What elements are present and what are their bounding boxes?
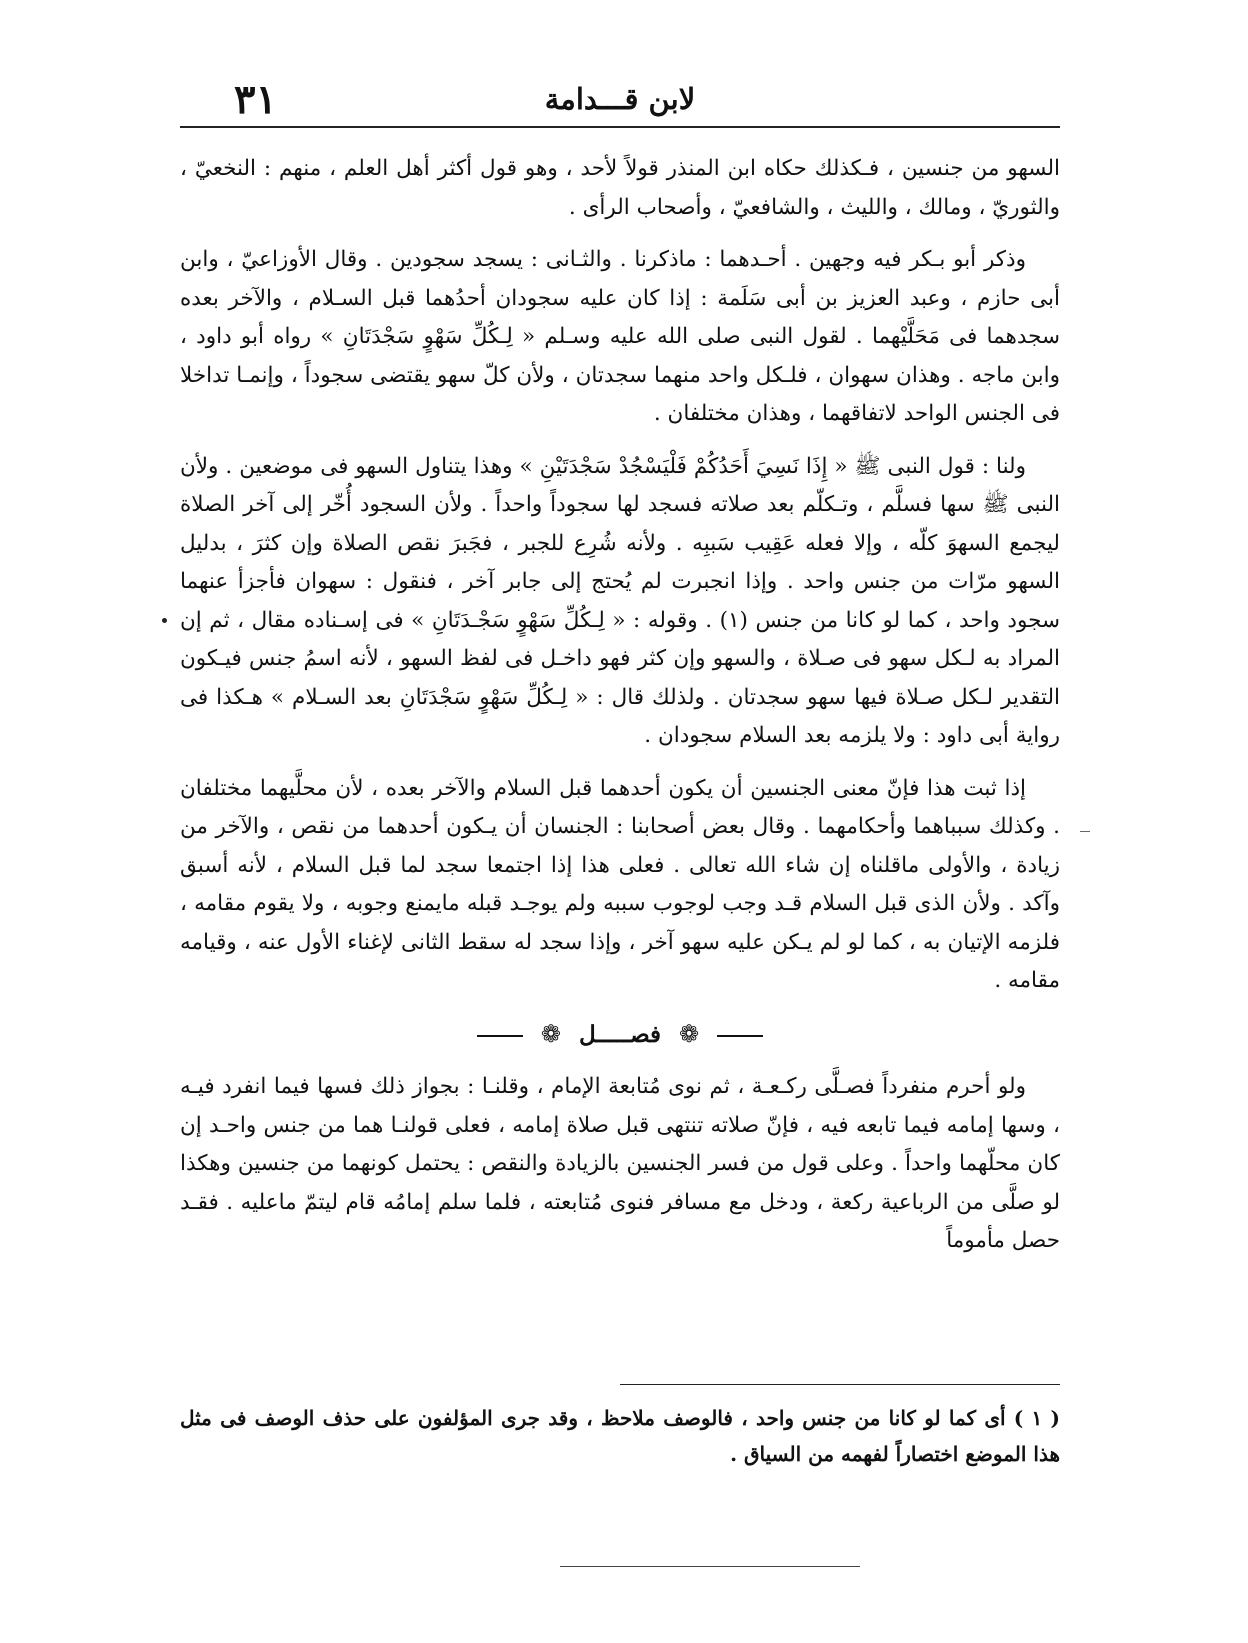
running-title: لابن قـــدامة	[544, 82, 696, 116]
paragraph-4: إذا ثبت هذا فإنّ معنى الجنسين أن يكون أحدهما قبل السلام والآخر بعده ، لأن محلَّيهما مختلفان . وكذلك سبباهما وأحكامهما . وقال بعض أصحابنا : الجنسان أن يـكون أحدهما من نقص ، والآخر من زيادة ، والأولى ماقلناه إن شاء الله تعالى . فعلى هذا إذا اجتمعا سجد لما قبل السلام ، لأنه أسبق وآكد . ولأن الذى قبل السلام قـد وجب لوجوب سببه ولم يوجـد قبله مايمنع وجوبه ، ولا يقوم مقامه ، فلزمه الإتيان به ، كما لو لم يـكن عليه سهو آخر ، وإذا سجد له سقط الثانى لإغناء الأول عنه ، وقيامه مقامه .	[180, 775, 1060, 993]
paragraph-1: السهو من جنسين ، فـكذلك حكاه ابن المنذر قولاً لأحد ، وهو قول أكثر أهل العلم ، منهم : النخعيّ ، والثوريّ ، ومالك ، والليث ، والشافعيّ ، وأصحاب الرأى .	[180, 156, 1060, 220]
ornament-left-icon: ❁	[540, 1019, 561, 1048]
section-heading	[180, 1015, 1060, 1055]
page-number: ٣١	[234, 76, 277, 123]
section-heading-text: فصـــــل	[578, 1020, 662, 1048]
ornament-right-icon: ❁	[679, 1019, 700, 1048]
footnote-rule	[620, 1384, 1060, 1385]
margin-dot	[162, 618, 167, 623]
heading-line-left	[477, 1035, 523, 1037]
page-header	[180, 78, 1060, 128]
header-rule	[180, 126, 1060, 128]
margin-dash	[1080, 831, 1090, 832]
paragraph-2: وذكر أبو بـكر فيه وجهين . أحـدهما : ماذكرنا . والثـانى : يسجد سجودين . وقال الأوزاعيّ ، وابن أبى حازم ، وعبد العزيز بن أبى سَلَمة : إذا كان عليه سجودان أحدُهما قبل السـلام ، والآخر بعده سجدهما فى مَحَلَّيْهما . لقول النبى صلى الله عليه وسـلم « لِـكُلِّ سَهْوٍ سَجْدَتَانِ » رواه أبو داود ، وابن ماجه . وهذان سهوان ، فلـكل واحد منهما سجدتان ، ولأن كلّ سهو يقتضى سجوداً ، وإنمـا تداخلا فى الجنس الواحد لاتفاقهما ، وهذان مختلفان .	[180, 247, 1060, 426]
section-paragraph: ولو أحرم منفرداً فصـلَّى ركـعـة ، ثم نوى مُتابعة الإمام ، وقلنـا : بجواز ذلك فسها فيما انفرد فيـه ، وسها إمامه فيما تابعه فيه ، فإنّ صلاته تنتهى قبل صلاة إمامه ، فعلى قولنـا هما من جنس واحـد إن كان محلّهما واحداً . وعلى قول من فسر الجنسين بالزيادة والنقص : يحتمل كونهما من جنسين وهكذا لو صلَّى من الرباعية ركعة ، ودخل مع مسافر فنوى مُتابعته ، فلما سلم إمامُه قام ليتمّ ماعليه . فقـد حصل مأموماً	[180, 1074, 1060, 1253]
bottom-rule	[560, 1566, 860, 1567]
heading-line-right	[717, 1035, 763, 1037]
body-text	[180, 150, 1060, 1275]
paragraph-3: ولنا : قول النبى ﷺ « إِذَا نَسِيَ أَحَدُكُمْ فَلْيَسْجُدْ سَجْدَتَيْنِ » وهذا يتناول السهو فى موضعين . ولأن النبى ﷺ سها فسلَّم ، وتـكلّم بعد صلاته فسجد لها سجوداً واحداً . ولأن السجود أُخّر إلى آخر الصلاة ليجمع السهوَ كلّه ، وإلا فعله عَقِيب سَببِه . ولأنه شُرِع للجبر ، فجَبرَ نقص الصلاة وإن كثرَ ، بدليل السهو مرّات من جنس واحد . وإذا انجبرت لم يُحتج إلى جابر آخر ، فنقول : سهوان فأجزأ عنهما سجود واحد ، كما لو كانا من جنس (١) . وقوله : « لِـكُلِّ سَهْوٍ سَجْـدَتَانِ » فى إسـناده مقال ، ثم إن المراد به لـكل سهو فى صـلاة ، والسهو وإن كثر فهو داخـل فى لفظ السهو ، لأنه اسمُ جنس فيـكون التقدير لـكل صـلاة فيها سهو سجدتان . ولذلك قال : « لِـكُلِّ سَهْوٍ سَجْدَتَانِ بعد السـلام » هـكذا فى رواية أبى داود : ولا يلزمه بعد السلام سجودان .	[180, 453, 1060, 748]
footnote: ( ١ ) أى كما لو كانا من جنس واحد ، فالوصف ملاحظ ، وقد جرى المؤلفون على حذف الوصف فى مثل هذا الموضع اختصاراً لفهمه من السياق .	[180, 1406, 1060, 1466]
